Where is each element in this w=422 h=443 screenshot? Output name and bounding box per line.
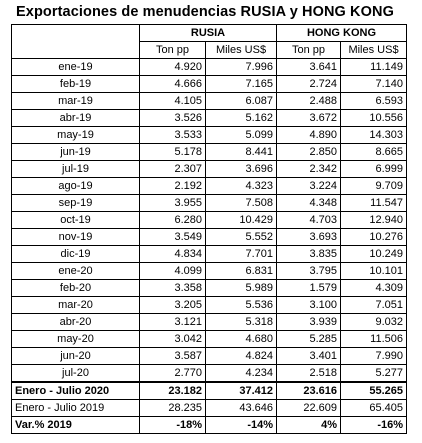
- summary-row-value: 37.412: [206, 382, 277, 400]
- table-row-value: 7.701: [206, 246, 277, 263]
- table-row-label: jul-19: [12, 161, 140, 178]
- table-row-label: ago-19: [12, 178, 140, 195]
- table-row-value: 10.249: [341, 246, 407, 263]
- table-row-value: 4.666: [140, 76, 206, 93]
- table-row: [12, 263, 407, 280]
- table-row-value: 2.192: [140, 178, 206, 195]
- table-row-value: 8.441: [206, 144, 277, 161]
- table-row-value: 1.579: [277, 280, 341, 297]
- table-row-value: 6.593: [341, 93, 407, 110]
- table-row-value: 3.641: [277, 59, 341, 76]
- table-row-label: jul-20: [12, 365, 140, 383]
- table-row-value: 4.680: [206, 331, 277, 348]
- table-row-value: 3.835: [277, 246, 341, 263]
- table-row-value: 3.696: [206, 161, 277, 178]
- summary-row-value: -16%: [341, 417, 407, 434]
- header-group-row: [12, 25, 407, 42]
- summary-row-value: 4%: [277, 417, 341, 434]
- subheader-ton-rusia: Ton pp: [140, 42, 206, 59]
- summary-row: [12, 417, 407, 434]
- summary-row-value: 22.609: [277, 400, 341, 417]
- table-row-value: 9.032: [341, 314, 407, 331]
- table-row-value: 6.831: [206, 263, 277, 280]
- table-row-label: mar-20: [12, 297, 140, 314]
- table-row-value: 4.890: [277, 127, 341, 144]
- table-row: [12, 144, 407, 161]
- header-group-rusia: RUSIA: [140, 25, 277, 42]
- subheader-usd-hk: Miles US$: [341, 42, 407, 59]
- table-row: [12, 365, 407, 383]
- table-row: [12, 229, 407, 246]
- table-row: [12, 314, 407, 331]
- table-row-value: 8.665: [341, 144, 407, 161]
- table-row-value: 12.940: [341, 212, 407, 229]
- table-row-label: nov-19: [12, 229, 140, 246]
- table-row-value: 2.342: [277, 161, 341, 178]
- table-row-value: 5.178: [140, 144, 206, 161]
- table-row-value: 5.536: [206, 297, 277, 314]
- table-row-value: 4.348: [277, 195, 341, 212]
- table-row: [12, 93, 407, 110]
- table-row: [12, 59, 407, 76]
- table-row-value: 2.518: [277, 365, 341, 383]
- table-row-value: 3.693: [277, 229, 341, 246]
- table-row: [12, 195, 407, 212]
- header-group-hongkong: HONG KONG: [277, 25, 407, 42]
- table-row: [12, 161, 407, 178]
- table-row: [12, 331, 407, 348]
- table-row-label: feb-19: [12, 76, 140, 93]
- table-row-value: 7.990: [341, 348, 407, 365]
- table-row-label: jun-20: [12, 348, 140, 365]
- table-row-value: 3.100: [277, 297, 341, 314]
- table-row-value: 5.277: [341, 365, 407, 383]
- table-row-label: sep-19: [12, 195, 140, 212]
- table-row-value: 10.101: [341, 263, 407, 280]
- summary-row-value: 28.235: [140, 400, 206, 417]
- summary-row-value: 65.405: [341, 400, 407, 417]
- table-row-label: ene-20: [12, 263, 140, 280]
- table-row-value: 3.955: [140, 195, 206, 212]
- table-row: [12, 280, 407, 297]
- summary-row-label: Enero - Julio 2020: [12, 382, 140, 400]
- summary-row-value: 23.616: [277, 382, 341, 400]
- table-row: [12, 246, 407, 263]
- table-row-label: may-20: [12, 331, 140, 348]
- table-row-value: 14.303: [341, 127, 407, 144]
- table-row-value: 6.087: [206, 93, 277, 110]
- table-row-value: 7.051: [341, 297, 407, 314]
- table-title: Exportaciones de menudencias RUSIA y HONG KONG: [16, 4, 394, 20]
- table-row-value: 3.587: [140, 348, 206, 365]
- summary-row: [12, 382, 407, 400]
- table-row-value: 3.121: [140, 314, 206, 331]
- table-row-label: abr-19: [12, 110, 140, 127]
- table-row-value: 3.533: [140, 127, 206, 144]
- summary-row-label: Enero - Julio 2019: [12, 400, 140, 417]
- header-empty-cell: [12, 25, 140, 59]
- table-row: [12, 297, 407, 314]
- table-row-value: 5.285: [277, 331, 341, 348]
- table-row-label: jun-19: [12, 144, 140, 161]
- table-row-value: 5.552: [206, 229, 277, 246]
- table-row-value: 4.234: [206, 365, 277, 383]
- table-row-value: 6.280: [140, 212, 206, 229]
- table-row-value: 5.099: [206, 127, 277, 144]
- summary-row-value: 23.182: [140, 382, 206, 400]
- table-row-value: 4.323: [206, 178, 277, 195]
- table-row-label: oct-19: [12, 212, 140, 229]
- table-row-value: 11.547: [341, 195, 407, 212]
- table-row-value: 4.309: [341, 280, 407, 297]
- subheader-usd-rusia: Miles US$: [206, 42, 277, 59]
- table-row-value: 2.850: [277, 144, 341, 161]
- table-row-value: 7.140: [341, 76, 407, 93]
- summary-row-value: 55.265: [341, 382, 407, 400]
- table-row-value: 4.105: [140, 93, 206, 110]
- table-row-value: 3.939: [277, 314, 341, 331]
- table-row-value: 4.834: [140, 246, 206, 263]
- table-row-value: 2.307: [140, 161, 206, 178]
- table-row: [12, 110, 407, 127]
- table-row-value: 10.276: [341, 229, 407, 246]
- table-row-value: 11.506: [341, 331, 407, 348]
- table-row-value: 4.703: [277, 212, 341, 229]
- table-row-value: 4.099: [140, 263, 206, 280]
- table-row-value: 4.824: [206, 348, 277, 365]
- table-row-value: 4.920: [140, 59, 206, 76]
- table-row-value: 2.770: [140, 365, 206, 383]
- table-row-value: 2.724: [277, 76, 341, 93]
- summary-row-label: Var.% 2019: [12, 417, 140, 434]
- table-row-label: ene-19: [12, 59, 140, 76]
- table-row-value: 5.162: [206, 110, 277, 127]
- table-row: [12, 76, 407, 93]
- table-row-value: 3.795: [277, 263, 341, 280]
- table-row-value: 3.549: [140, 229, 206, 246]
- table-row-value: 2.488: [277, 93, 341, 110]
- table-row-value: 10.556: [341, 110, 407, 127]
- table-row-value: 3.224: [277, 178, 341, 195]
- table-row: [12, 127, 407, 144]
- subheader-ton-hk: Ton pp: [277, 42, 341, 59]
- table-row-value: 3.205: [140, 297, 206, 314]
- exports-table: [11, 24, 407, 434]
- summary-row: [12, 400, 407, 417]
- table-row-value: 3.401: [277, 348, 341, 365]
- table-row-value: 3.358: [140, 280, 206, 297]
- table-row-value: 10.429: [206, 212, 277, 229]
- table-row-value: 9.709: [341, 178, 407, 195]
- table-row-value: 11.149: [341, 59, 407, 76]
- table-row: [12, 178, 407, 195]
- summary-row-value: -18%: [140, 417, 206, 434]
- table-row: [12, 348, 407, 365]
- table-row-label: may-19: [12, 127, 140, 144]
- table-row-label: feb-20: [12, 280, 140, 297]
- table-row-label: mar-19: [12, 93, 140, 110]
- summary-row-value: 43.646: [206, 400, 277, 417]
- table-row-value: 3.042: [140, 331, 206, 348]
- table-row-value: 3.526: [140, 110, 206, 127]
- summary-row-value: -14%: [206, 417, 277, 434]
- table-row-value: 7.996: [206, 59, 277, 76]
- table-row-value: 5.989: [206, 280, 277, 297]
- table-row-value: 5.318: [206, 314, 277, 331]
- table-row: [12, 212, 407, 229]
- table-row-value: 7.508: [206, 195, 277, 212]
- table-row-value: 7.165: [206, 76, 277, 93]
- table-row-label: dic-19: [12, 246, 140, 263]
- table-row-value: 3.672: [277, 110, 341, 127]
- table-row-value: 6.999: [341, 161, 407, 178]
- table-row-label: abr-20: [12, 314, 140, 331]
